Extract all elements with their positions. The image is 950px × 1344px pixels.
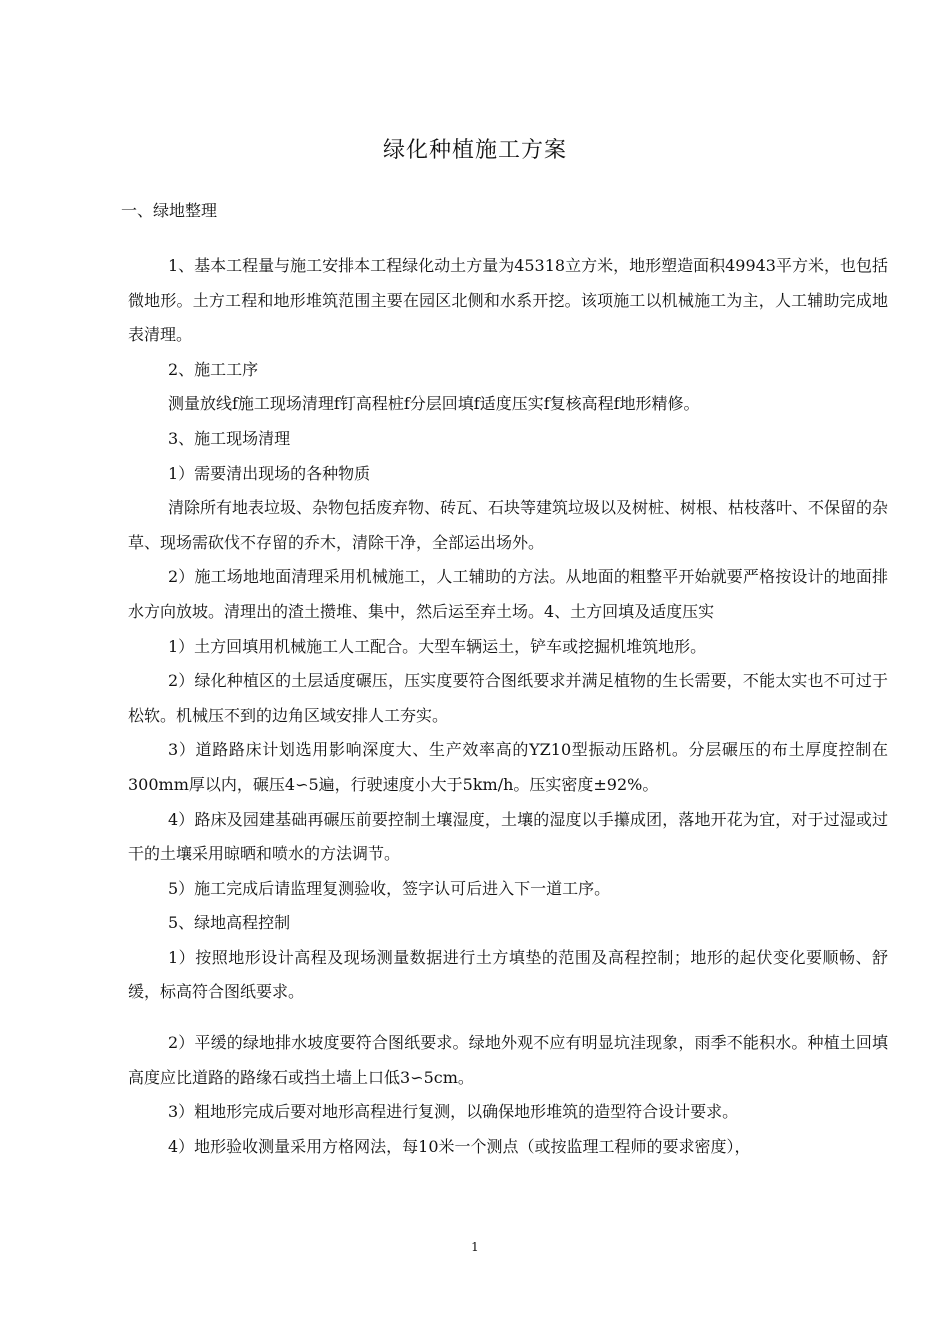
paragraph: 2、施工工序 (168, 359, 259, 379)
paragraph: 1）需要清出现场的各种物质 (168, 463, 371, 483)
document-title: 绿化种植施工方案 (382, 138, 567, 163)
paragraph: 3）道路路床计划选用影响深度大、生产效率高的YZ10型振动压路机。分层碾压的布土厚度控制在300mm厚以内，碾压4∽5遍，行驶速度小大于5km/h。压实密度±92%。 (128, 740, 888, 794)
paragraph: 2）绿化种植区的土层适度碾压，压实度要符合图纸要求并满足植物的生长需要，不能太实也不可过于松软。机械压不到的边角区域安排人工夯实。 (128, 671, 888, 725)
page-number: 1 (471, 1240, 479, 1254)
paragraph: 1）按照地形设计高程及现场测量数据进行土方填垫的范围及高程控制；地形的起伏变化要顺畅、舒缓，标高符合图纸要求。 (128, 947, 888, 1002)
paragraph: 4）路床及园建基础再碾压前要控制土壤湿度，土壤的湿度以手攥成团，落地开花为宜，对于过湿或过干的土壤采用晾晒和喷水的方法调节。 (128, 809, 888, 864)
paragraph: 5、绿地高程控制 (168, 913, 291, 933)
paragraph: 1、基本工程量与施工安排本工程绿化动土方量为45318立方米，地形塑造面积49943平方米，也包括微地形。土方工程和地形堆筑范围主要在园区北侧和水系开挖。该项施工以机械施工为主，人工辅助完成地表清理。 (128, 256, 888, 345)
paragraph: 2）施工场地地面清理采用机械施工，人工辅助的方法。从地面的粗整平开始就要严格按设计的地面排水方向放坡。清理出的渣土攒堆、集中，然后运至弃土场。4、土方回填及适度压实 (128, 567, 888, 621)
document-body (128, 249, 888, 1164)
paragraph: 3、施工现场清理 (168, 428, 291, 448)
paragraph: 3）粗地形完成后要对地形高程进行复测，以确保地形堆筑的造型符合设计要求。 (168, 1102, 739, 1122)
paragraph: 测量放线f施工现场清理f钉高程桩f分层回填f适度压实f复核高程f地形精修。 (168, 394, 700, 414)
paragraph: 1）土方回填用机械施工人工配合。大型车辆运土，铲车或挖掘机堆筑地形。 (168, 636, 707, 656)
paragraph: 2）平缓的绿地排水坡度要符合图纸要求。绿地外观不应有明显坑洼现象，雨季不能积水。种植土回填高度应比道路的路缘石或挡土墙上口低3∽5cm。 (128, 1033, 888, 1087)
section-heading: 一、绿地整理 (121, 201, 218, 220)
paragraph: 清除所有地表垃圾、杂物包括废弃物、砖瓦、石块等建筑垃圾以及树桩、树根、枯枝落叶、不保留的杂草、现场需砍伐不存留的乔木，清除干净，全部运出场外。 (128, 498, 889, 552)
paragraph: 5）施工完成后请监理复测验收，签字认可后进入下一道工序。 (168, 878, 611, 898)
paragraph: 4）地形验收测量采用方格网法，每10米一个测点（或按监理工程师的要求密度）， (168, 1136, 751, 1156)
